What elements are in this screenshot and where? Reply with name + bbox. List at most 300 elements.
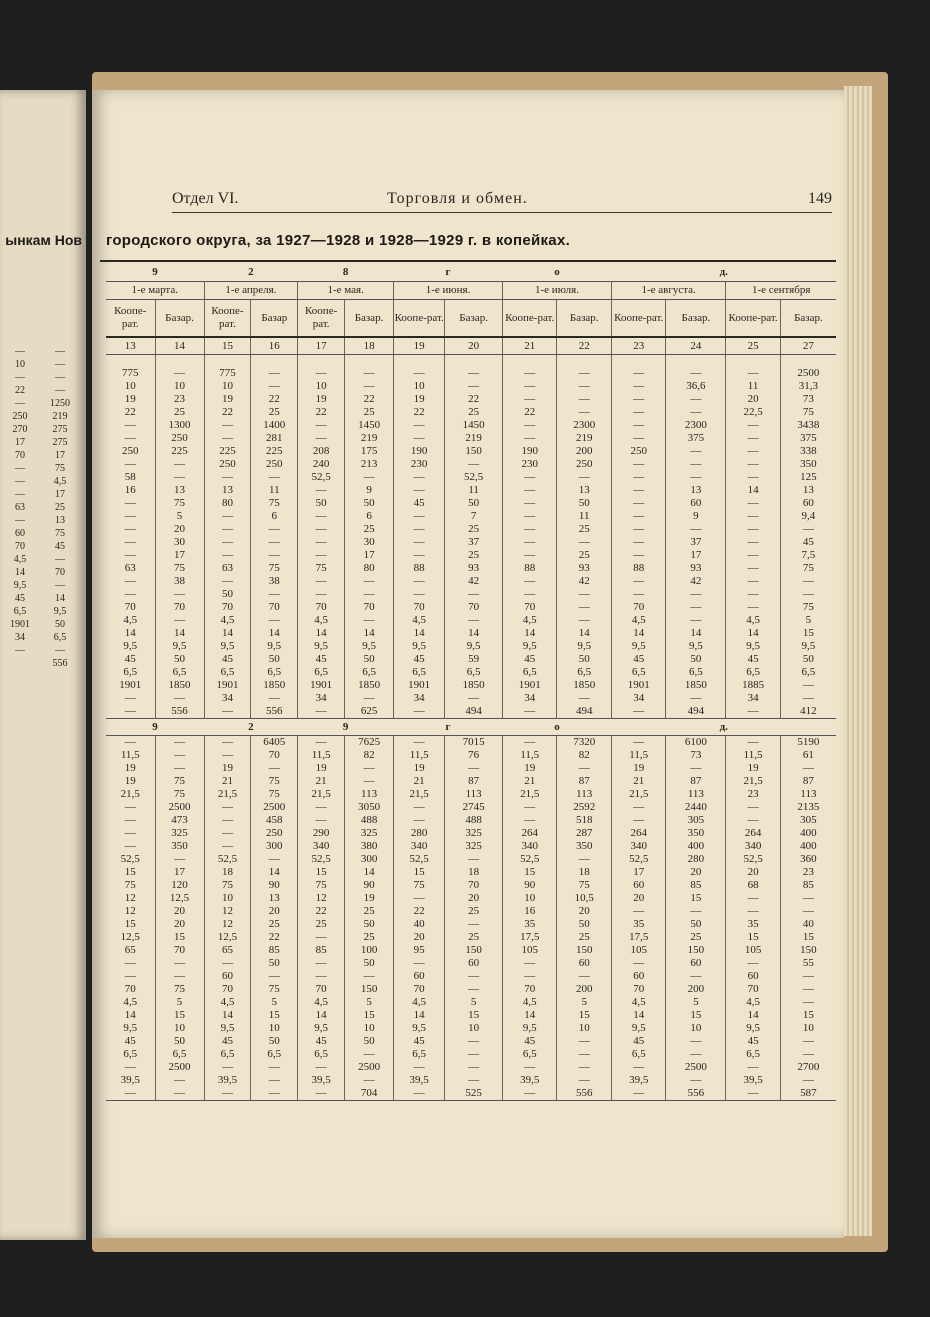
table-cell: 87: [557, 775, 611, 788]
table-cell: —: [726, 471, 780, 484]
column-number: 14: [155, 337, 204, 355]
table-cell: 9,5: [345, 640, 394, 653]
table-row: [106, 970, 836, 983]
table-cell: 340: [726, 840, 780, 853]
table-cell: —: [394, 814, 445, 827]
table-cell: 9,4: [780, 510, 836, 523]
table-cell: —: [298, 705, 345, 719]
table-row: [106, 692, 836, 705]
table-cell: 23: [780, 866, 836, 879]
table-cell: —: [204, 575, 251, 588]
table-cell: 95: [394, 944, 445, 957]
table-cell: —: [394, 523, 445, 536]
table-cell: 70: [445, 601, 503, 614]
table-row: [106, 905, 836, 918]
table-cell: 75: [251, 775, 298, 788]
table-cell: —: [251, 853, 298, 866]
table-cell: 5: [445, 996, 503, 1009]
table-cell: 105: [503, 944, 557, 957]
previous-page-cell: 6,5: [53, 632, 67, 643]
table-cell: 325: [445, 840, 503, 853]
table-cell: 30: [345, 536, 394, 549]
table-cell: —: [204, 1087, 251, 1101]
table-cell: 4,5: [503, 996, 557, 1009]
table-cell: 6,5: [780, 666, 836, 679]
table-cell: 175: [345, 445, 394, 458]
spread-letter: о: [554, 266, 560, 278]
table-cell: 11: [445, 484, 503, 497]
spread-letter: д.: [719, 266, 728, 278]
spacer-cell: [666, 355, 726, 368]
topic-label: Торговля и обмен.: [387, 190, 528, 207]
table-cell: —: [298, 432, 345, 445]
table-cell: —: [503, 380, 557, 393]
table-cell: 250: [611, 445, 665, 458]
table-row: [106, 1061, 836, 1074]
table-cell: 1850: [345, 679, 394, 692]
table-cell: —: [557, 601, 611, 614]
previous-page-cell: —: [15, 463, 25, 474]
table-row: [106, 367, 836, 380]
table-cell: —: [780, 1048, 836, 1061]
table-cell: —: [445, 1035, 503, 1048]
table-cell: —: [666, 614, 726, 627]
year-divider-row: [106, 719, 836, 736]
table-cell: 55: [780, 957, 836, 970]
table-cell: 14: [251, 866, 298, 879]
table-cell: 16: [124, 484, 136, 496]
table-row: [106, 983, 836, 996]
table-cell: 42: [557, 575, 611, 588]
table-cell: 300: [251, 840, 298, 853]
table-cell: 85: [780, 879, 836, 892]
table-cell: —: [666, 471, 726, 484]
table-cell: 45: [298, 653, 345, 666]
table-cell: —: [124, 549, 136, 561]
table-cell: 113: [666, 788, 726, 801]
table-cell: 556: [251, 705, 298, 719]
spacer-cell: [345, 355, 394, 368]
table-cell: —: [503, 367, 557, 380]
table-cell: 70: [298, 983, 345, 996]
table-cell: —: [503, 705, 557, 719]
table-cell: 12: [204, 918, 251, 931]
previous-page-cell: —: [55, 385, 65, 396]
column-number: 18: [345, 337, 394, 355]
table-cell: 19: [124, 775, 136, 787]
table-cell: —: [155, 1087, 204, 1101]
table-cell: —: [251, 523, 298, 536]
table-cell: —: [394, 419, 445, 432]
table-cell: —: [251, 536, 298, 549]
table-cell: 20: [445, 892, 503, 905]
table-cell: 22: [445, 393, 503, 406]
table-cell: 230: [394, 458, 445, 471]
table-cell: 250: [204, 458, 251, 471]
table-cell: 82: [345, 749, 394, 762]
table-cell: 6,5: [155, 1048, 204, 1061]
table-cell: 200: [557, 983, 611, 996]
column-number: 19: [394, 337, 445, 355]
table-cell: —: [611, 367, 665, 380]
table-cell: 50: [251, 1035, 298, 1048]
table-cell: 14: [298, 627, 345, 640]
table-cell: 45: [394, 1035, 445, 1048]
table-cell: 70: [298, 601, 345, 614]
table-cell: —: [124, 692, 136, 704]
table-cell: —: [124, 458, 136, 470]
month-header: 1-е марта.: [106, 282, 204, 300]
table-cell: —: [345, 380, 394, 393]
table-cell: 68: [726, 879, 780, 892]
previous-page-cell: 13: [55, 515, 65, 526]
table-cell: 15: [503, 866, 557, 879]
table-cell: 70: [394, 601, 445, 614]
table-cell: —: [557, 536, 611, 549]
table-cell: 219: [557, 432, 611, 445]
table-row: [106, 749, 836, 762]
table-cell: 280: [666, 853, 726, 866]
table-cell: 5: [780, 614, 836, 627]
table-cell: 11: [251, 484, 298, 497]
table-row: [106, 705, 836, 719]
table-cell: 14: [445, 627, 503, 640]
table-cell: 75: [155, 562, 204, 575]
previous-page-cell: 10: [15, 359, 25, 370]
spread-letter: 2: [248, 266, 254, 278]
table-cell: 9: [666, 510, 726, 523]
table-cell: 488: [445, 814, 503, 827]
table-cell: 5: [557, 996, 611, 1009]
table-row: [106, 1022, 836, 1035]
previous-page-cell: —: [15, 346, 25, 357]
table-cell: 1400: [251, 419, 298, 432]
column-number: 20: [445, 337, 503, 355]
table-title: городского округа, за 1927—1928 и 1928—1929 г. в копейках.: [106, 232, 571, 249]
table-cell: 60: [394, 970, 445, 983]
table-cell: —: [726, 705, 780, 719]
table-cell: 2700: [780, 1061, 836, 1074]
table-cell: 340: [611, 840, 665, 853]
table-row: [106, 380, 836, 393]
table-cell: 250: [251, 458, 298, 471]
spacer-cell: [155, 355, 204, 368]
table-cell: —: [726, 510, 780, 523]
table-cell: 93: [557, 562, 611, 575]
table-cell: 150: [780, 944, 836, 957]
table-cell: 39,5: [298, 1074, 345, 1087]
table-cell: 4,5: [394, 614, 445, 627]
previous-page-cell: 219: [52, 411, 68, 422]
previous-page-cell: —: [15, 372, 25, 383]
table-cell: 11: [726, 380, 780, 393]
table-cell: —: [611, 523, 665, 536]
table-cell: 19: [298, 762, 345, 775]
previous-page-cell: —: [55, 359, 65, 370]
table-cell: —: [251, 367, 298, 380]
table-cell: 11,5: [611, 749, 665, 762]
table-cell: —: [251, 1061, 298, 1074]
table-cell: 19: [124, 762, 136, 774]
table-row: [106, 931, 836, 944]
table-cell: 5: [155, 510, 204, 523]
table-cell: 125: [780, 471, 836, 484]
table-cell: 4,5: [298, 996, 345, 1009]
table-cell: —: [557, 471, 611, 484]
table-cell: —: [345, 775, 394, 788]
table-cell: 42: [445, 575, 503, 588]
table-cell: 4,5: [298, 614, 345, 627]
table-cell: —: [298, 484, 345, 497]
table-cell: 21,5: [394, 788, 445, 801]
table-cell: —: [204, 814, 251, 827]
table-cell: —: [666, 393, 726, 406]
table-cell: 70: [394, 983, 445, 996]
column-number: 17: [298, 337, 345, 355]
table-cell: 14: [204, 627, 251, 640]
table-cell: —: [298, 419, 345, 432]
table-cell: 60: [666, 957, 726, 970]
table-cell: 4,5: [123, 996, 138, 1008]
table-cell: 75: [251, 788, 298, 801]
table-cell: 325: [345, 827, 394, 840]
table-cell: —: [251, 588, 298, 601]
table-cell: 12,5: [155, 892, 204, 905]
table-cell: 39,5: [120, 1074, 140, 1086]
table-cell: 76: [445, 749, 503, 762]
table-cell: 52,5: [445, 471, 503, 484]
table-row: [106, 996, 836, 1009]
table-cell: 13: [251, 892, 298, 905]
table-cell: —: [611, 814, 665, 827]
table-cell: 25: [445, 406, 503, 419]
table-cell: 6405: [251, 736, 298, 750]
table-cell: 14: [251, 627, 298, 640]
kind-header: Коопе-рат.: [726, 300, 780, 338]
table-cell: 19: [394, 393, 445, 406]
month-header: 1-е июня.: [394, 282, 503, 300]
spacer-cell: [726, 355, 780, 368]
table-cell: —: [611, 905, 665, 918]
table-cell: 22: [251, 931, 298, 944]
table-cell: —: [106, 1087, 155, 1101]
table-cell: —: [557, 1061, 611, 1074]
table-cell: 10: [204, 380, 251, 393]
table-cell: —: [611, 575, 665, 588]
table-cell: 11: [557, 510, 611, 523]
table-cell: 75: [780, 601, 836, 614]
table-cell: —: [155, 614, 204, 627]
table-cell: 21: [204, 775, 251, 788]
table-cell: 305: [666, 814, 726, 827]
table-cell: 7015: [445, 736, 503, 750]
table-cell: 50: [557, 653, 611, 666]
table-cell: —: [155, 957, 204, 970]
table-cell: 5: [666, 996, 726, 1009]
table-cell: —: [503, 575, 557, 588]
table-cell: 52,5: [298, 471, 345, 484]
table-cell: —: [611, 458, 665, 471]
table-cell: —: [298, 549, 345, 562]
table-cell: 4,5: [123, 614, 138, 626]
table-cell: —: [611, 419, 665, 432]
previous-page-cell: 270: [12, 424, 28, 435]
table-cell: 12: [124, 892, 136, 904]
table-cell: —: [298, 523, 345, 536]
table-cell: —: [780, 692, 836, 705]
table-cell: 25: [557, 931, 611, 944]
table-cell: —: [298, 1061, 345, 1074]
table-cell: —: [611, 549, 665, 562]
table-cell: 6,5: [298, 666, 345, 679]
table-cell: —: [445, 614, 503, 627]
table-cell: 25: [345, 931, 394, 944]
table-row: [106, 510, 836, 523]
table-cell: 45: [726, 653, 780, 666]
table-cell: —: [155, 736, 204, 750]
spacer-cell: [445, 355, 503, 368]
table-cell: —: [155, 1074, 204, 1087]
table-cell: 22: [298, 406, 345, 419]
table-cell: 1901: [119, 679, 142, 691]
table-cell: 75: [780, 562, 836, 575]
table-cell: 340: [298, 840, 345, 853]
table-cell: 75: [298, 562, 345, 575]
table-cell: —: [204, 736, 251, 750]
table-cell: 412: [780, 705, 836, 719]
table-cell: —: [726, 497, 780, 510]
table-cell: 2500: [155, 1061, 204, 1074]
table-cell: 22: [124, 406, 136, 418]
table-cell: 15: [124, 866, 136, 878]
table-cell: 10,5: [557, 892, 611, 905]
spread-letter: 2: [204, 719, 298, 736]
table-cell: —: [557, 1074, 611, 1087]
table-cell: 7320: [557, 736, 611, 750]
table-cell: 375: [780, 432, 836, 445]
table-row: [106, 393, 836, 406]
table-cell: 10: [155, 1022, 204, 1035]
previous-page-cell: —: [55, 554, 65, 565]
table-cell: —: [251, 692, 298, 705]
table-cell: —: [611, 705, 665, 719]
table-cell: —: [726, 419, 780, 432]
table-cell: 18: [445, 866, 503, 879]
table-cell: 1850: [155, 679, 204, 692]
table-cell: 14: [124, 627, 136, 639]
table-cell: —: [726, 601, 780, 614]
table-cell: 23: [155, 393, 204, 406]
table-cell: 15: [124, 918, 136, 930]
table-cell: —: [666, 1074, 726, 1087]
table-row: [106, 601, 836, 614]
table-row: [106, 536, 836, 549]
table-cell: 100: [345, 944, 394, 957]
table-cell: 14: [345, 627, 394, 640]
table-row: [106, 1048, 836, 1061]
table-cell: 35: [503, 918, 557, 931]
table-cell: 90: [345, 879, 394, 892]
previous-page-cell: 556: [52, 658, 68, 669]
spacer-cell: [204, 355, 251, 368]
previous-page-cell: 75: [55, 463, 65, 474]
table-cell: 494: [666, 705, 726, 719]
table-cell: 350: [155, 840, 204, 853]
table-cell: 14: [726, 627, 780, 640]
table-cell: 45: [611, 1035, 665, 1048]
table-cell: —: [345, 1048, 394, 1061]
spacer-cell: [106, 355, 155, 368]
column-number: 24: [666, 337, 726, 355]
previous-page-cell: —: [55, 346, 65, 357]
table-cell: —: [394, 432, 445, 445]
table-cell: —: [666, 601, 726, 614]
table-cell: 20: [394, 931, 445, 944]
previous-page-cell: —: [55, 580, 65, 591]
table-cell: 150: [557, 944, 611, 957]
table-cell: 21: [503, 775, 557, 788]
table-cell: 14: [394, 1009, 445, 1022]
table-cell: 50: [666, 918, 726, 931]
table-cell: —: [155, 471, 204, 484]
table-cell: 85: [666, 879, 726, 892]
table-cell: 13: [204, 484, 251, 497]
table-cell: 63: [124, 562, 136, 574]
table-cell: 50: [345, 497, 394, 510]
table-cell: 70: [204, 601, 251, 614]
table-cell: —: [204, 419, 251, 432]
table-cell: 85: [251, 944, 298, 957]
table-cell: 13: [155, 484, 204, 497]
table-cell: 9,5: [503, 1022, 557, 1035]
table-cell: 1901: [611, 679, 665, 692]
table-cell: 10: [124, 380, 136, 392]
table-cell: 70: [124, 601, 136, 613]
table-cell: 90: [251, 879, 298, 892]
table-row: [106, 640, 836, 653]
table-cell: 4,5: [204, 996, 251, 1009]
table-cell: —: [124, 801, 136, 813]
table-cell: 17,5: [611, 931, 665, 944]
table-cell: 6,5: [204, 666, 251, 679]
table-cell: —: [124, 814, 136, 826]
table-cell: 90: [503, 879, 557, 892]
table-cell: —: [298, 367, 345, 380]
table-cell: 45: [204, 1035, 251, 1048]
kind-header: Коопе-рат.: [298, 300, 345, 338]
table-row: [106, 840, 836, 853]
table-cell: 38: [251, 575, 298, 588]
table-cell: 6,5: [251, 666, 298, 679]
table-cell: —: [726, 892, 780, 905]
table-cell: 15: [345, 1009, 394, 1022]
previous-page-cell: 275: [52, 424, 68, 435]
table-cell: 59: [445, 653, 503, 666]
table-cell: 93: [666, 562, 726, 575]
table-cell: 75: [204, 879, 251, 892]
table-cell: 25: [251, 918, 298, 931]
table-cell: 34: [726, 692, 780, 705]
table-row: [106, 523, 836, 536]
table-cell: 14: [726, 484, 780, 497]
spread-letter: д.: [611, 719, 836, 736]
table-cell: 19: [204, 762, 251, 775]
table-cell: 213: [345, 458, 394, 471]
table-cell: 52,5: [204, 853, 251, 866]
table-cell: 73: [780, 393, 836, 406]
table-cell: —: [611, 536, 665, 549]
table-cell: —: [726, 801, 780, 814]
